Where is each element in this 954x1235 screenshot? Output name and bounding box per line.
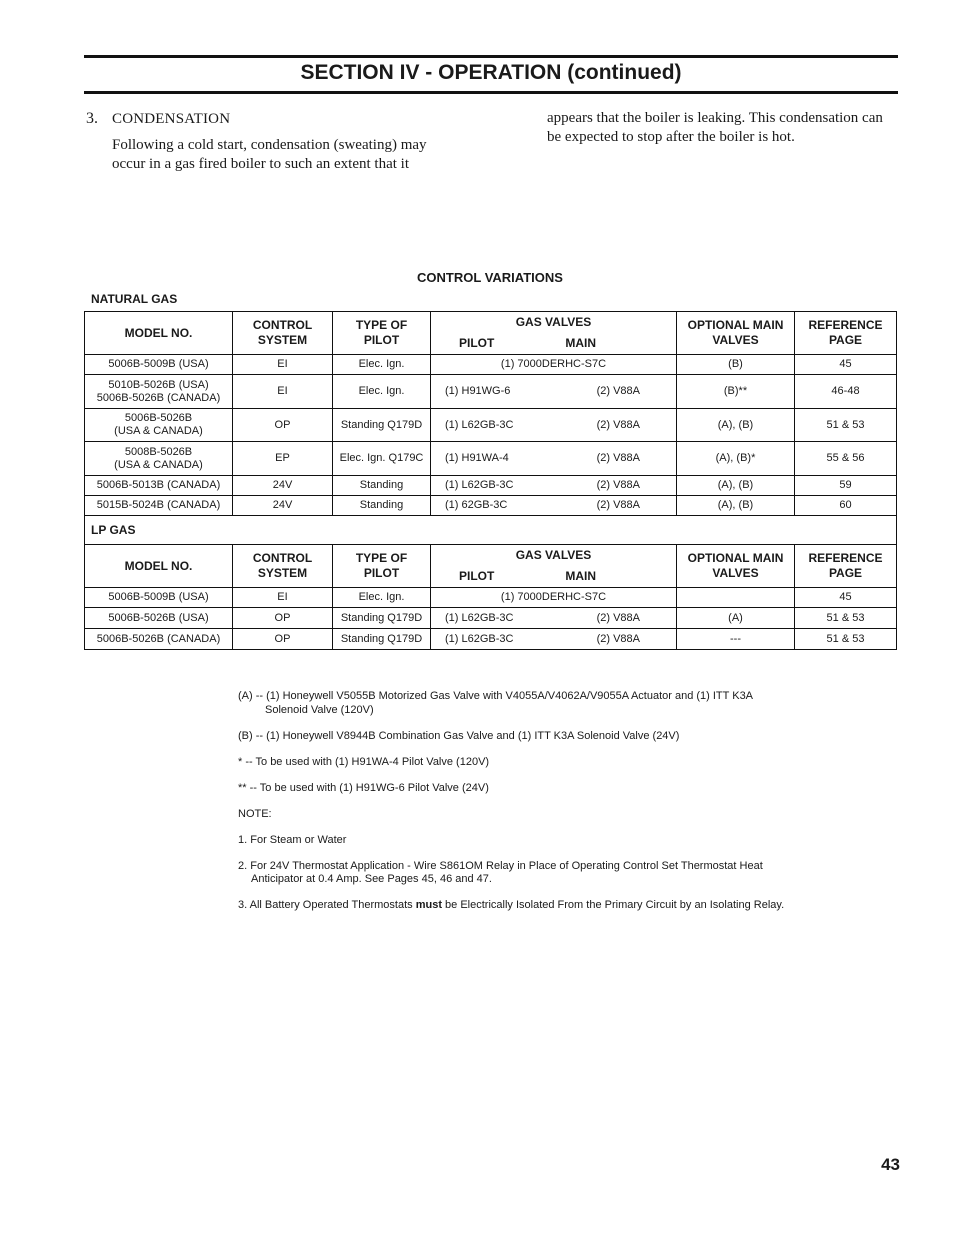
header-reference-text: REFERENCE PAGE [808,318,883,347]
paragraph-right: appears that the boiler is leaking. This condensation can be expected to stop after the boiler is hot. [547,110,883,145]
item-heading: CONDENSATION [112,111,231,127]
cell-pilot-valve: (1) L62GB-3C [445,418,514,431]
cell-optional: (A), (B)* [677,442,795,476]
header-optional-text: OPTIONAL MAIN VALVES [687,551,784,580]
control-variations-table [84,311,897,650]
cell-control: EI [233,588,333,608]
cell-control: 24V [233,496,333,516]
header-control [233,545,333,588]
page-number: 43 [881,1155,900,1174]
cell-main-valve: (2) V88A [596,418,640,431]
cell-control: 24V [233,476,333,496]
cell-pilot-valve: (1) H91WG-6 [445,385,511,397]
cell-optional [677,588,795,608]
cell-reference: 51 & 53 [795,608,897,629]
cell-control: EP [233,442,333,476]
cell-main-valve: (2) V88A [596,632,640,645]
cell-gas-pair [431,452,676,465]
cell-pilot-type: Elec. Ign. Q179C [333,442,431,476]
table-row [85,409,897,442]
cell-pilot-type: Standing Q179D [333,608,431,629]
cell-reference: 46-48 [795,375,897,409]
header-rule-bottom [84,91,898,94]
table-title: CONTROL VARIATIONS [417,270,563,285]
cell-pilot-type: Standing Q179D [333,409,431,442]
cell-model: 5008B-5026B (USA & CANADA) [85,442,233,476]
cell-reference: 60 [795,496,897,516]
header-type-text: TYPE OF PILOT [355,318,408,347]
cell-main-valve: (2) V88A [596,611,640,624]
cell-gas-valves [431,476,677,496]
cell-gas-valves [431,629,677,650]
header-gas-sub [431,336,676,351]
natural-gas-header-row [85,312,897,355]
note-3-pre: 3. All Battery Operated Thermostats [238,899,416,911]
cell-reference: 45 [795,588,897,608]
header-reference [795,312,897,355]
footnotes [238,690,858,925]
header-optional [677,312,795,355]
cell-gas-combined: (1) 7000DERHC-S7C [500,358,607,370]
cell-gas-pair [431,612,676,625]
cell-optional: (B) [677,355,795,375]
header-type [333,312,431,355]
lp-gas-label-row [85,516,897,545]
cell-pilot-type: Standing Q179D [333,629,431,650]
cell-model: 5006B-5009B (USA) [85,588,233,608]
header-model: MODEL NO. [85,545,233,588]
header-optional [677,545,795,588]
cell-gas-pair [431,419,676,432]
note-3 [238,899,858,913]
table-row [85,355,897,375]
cell-reference: 51 & 53 [795,409,897,442]
cell-gas-combined: (1) 7000DERHC-S7C [500,591,607,603]
footnote-double-star: ** -- To be used with (1) H91WG-6 Pilot Valve (24V) [238,781,489,794]
cell-control: OP [233,409,333,442]
cell-model: 5015B-5024B (CANADA) [85,496,233,516]
cell-gas-valves [431,496,677,516]
note-1: 1. For Steam or Water [238,833,347,846]
note-label: NOTE: [238,807,272,820]
header-type [333,545,431,588]
note-2-line1: 2. For 24V Thermostat Application - Wire S861OM Relay in Place of Operating Control Set Thermostat Heat [238,859,763,872]
cell-pilot-valve: (1) L62GB-3C [445,479,514,491]
note-3-post: be Electrically Isolated From the Primary Circuit by an Isolating Relay. [442,899,785,911]
cell-model: 5006B-5026B (USA) [85,608,233,629]
item-number: 3. [86,110,98,127]
cell-main-valve: (2) V88A [596,479,640,491]
cell-optional: (A), (B) [677,409,795,442]
header-control-text: CONTROL SYSTEM [252,551,313,580]
footnote-a-line2: Solenoid Valve (120V) [265,703,374,716]
cell-gas-pair [431,385,676,398]
cell-optional: (A), (B) [677,496,795,516]
cell-model: 5006B-5026B (CANADA) [85,629,233,650]
cell-pilot-type: Elec. Ign. [333,355,431,375]
cell-main-valve: (2) V88A [596,499,640,511]
cell-reference: 59 [795,476,897,496]
section-title: SECTION IV - OPERATION (continued) [300,61,682,84]
cell-optional: (A), (B) [677,476,795,496]
cell-pilot-valve: (1) L62GB-3C [445,632,514,645]
cell-reference: 55 & 56 [795,442,897,476]
header-pilot: PILOT [459,336,495,350]
table-row [85,496,897,516]
table-row [85,476,897,496]
header-main: MAIN [565,336,596,350]
header-reference-text: REFERENCE PAGE [808,551,883,580]
cell-pilot-type: Standing [333,476,431,496]
cell-pilot-type: Elec. Ign. [333,588,431,608]
header-gas-valves [431,545,677,588]
cell-pilot-type: Elec. Ign. [333,375,431,409]
cell-gas-pair [431,479,676,492]
cell-control: EI [233,375,333,409]
cell-control: EI [233,355,333,375]
footnote-a [238,690,858,717]
footnote-star: * -- To be used with (1) H91WA-4 Pilot Valve (120V) [238,755,490,768]
header-optional-text: OPTIONAL MAIN VALVES [687,318,784,347]
table-row [85,442,897,476]
cell-model: 5010B-5026B (USA) 5006B-5026B (CANADA) [85,375,233,409]
header-reference [795,545,897,588]
table-row [85,608,897,629]
cell-pilot-valve: (1) H91WA-4 [445,452,509,464]
cell-gas-valves [431,608,677,629]
footnote-a-line1: (A) -- (1) Honeywell V5055B Motorized Gas Valve with V4055A/V4062A/V9055A Actuator and (1) ITT K3A [238,690,754,702]
header-gas-valves-label: GAS VALVES [515,548,592,562]
cell-gas-valves [431,588,677,608]
note-2 [238,860,858,887]
table-row [85,629,897,650]
lp-gas-header-row [85,545,897,588]
header-gas-valves-label: GAS VALVES [515,315,592,329]
cell-optional: --- [677,629,795,650]
cell-model: 5006B-5026B (USA & CANADA) [85,409,233,442]
cell-optional: (A) [677,608,795,629]
cell-gas-valves [431,375,677,409]
cell-control: OP [233,629,333,650]
cell-main-valve: (2) V88A [596,385,640,397]
header-gas-sub [431,569,676,584]
cell-pilot-valve: (1) 62GB-3C [445,499,508,511]
header-pilot: PILOT [459,569,495,583]
header-type-text: TYPE OF PILOT [355,551,408,580]
footnote-b: (B) -- (1) Honeywell V8944B Combination Gas Valve and (1) ITT K3A Solenoid Valve (24V) [238,729,680,742]
cell-model: 5006B-5013B (CANADA) [85,476,233,496]
cell-model: 5006B-5009B (USA) [85,355,233,375]
header-main: MAIN [565,569,596,583]
note-3-bold: must [415,899,442,911]
lp-gas-label: LP GAS [85,516,897,545]
paragraph-left: Following a cold start, condensation (sweating) may occur in a gas fired boiler to such an extent that it [112,137,427,172]
cell-reference: 51 & 53 [795,629,897,650]
cell-gas-valves [431,442,677,476]
cell-gas-valves [431,409,677,442]
cell-gas-valves [431,355,677,375]
header-control-text: CONTROL SYSTEM [252,318,313,347]
cell-main-valve: (2) V88A [596,452,640,464]
header-control [233,312,333,355]
cell-control: OP [233,608,333,629]
table-row [85,375,897,409]
header-gas-valves [431,312,677,355]
cell-gas-pair [431,633,676,646]
cell-pilot-valve: (1) L62GB-3C [445,611,514,624]
cell-gas-pair [431,499,676,512]
cell-pilot-type: Standing [333,496,431,516]
table-row [85,588,897,608]
note-2-line2: Anticipator at 0.4 Amp. See Pages 45, 46 and 47. [251,873,492,885]
natural-gas-label: NATURAL GAS [91,292,178,306]
header-model: MODEL NO. [85,312,233,355]
cell-reference: 45 [795,355,897,375]
cell-optional: (B)** [677,375,795,409]
